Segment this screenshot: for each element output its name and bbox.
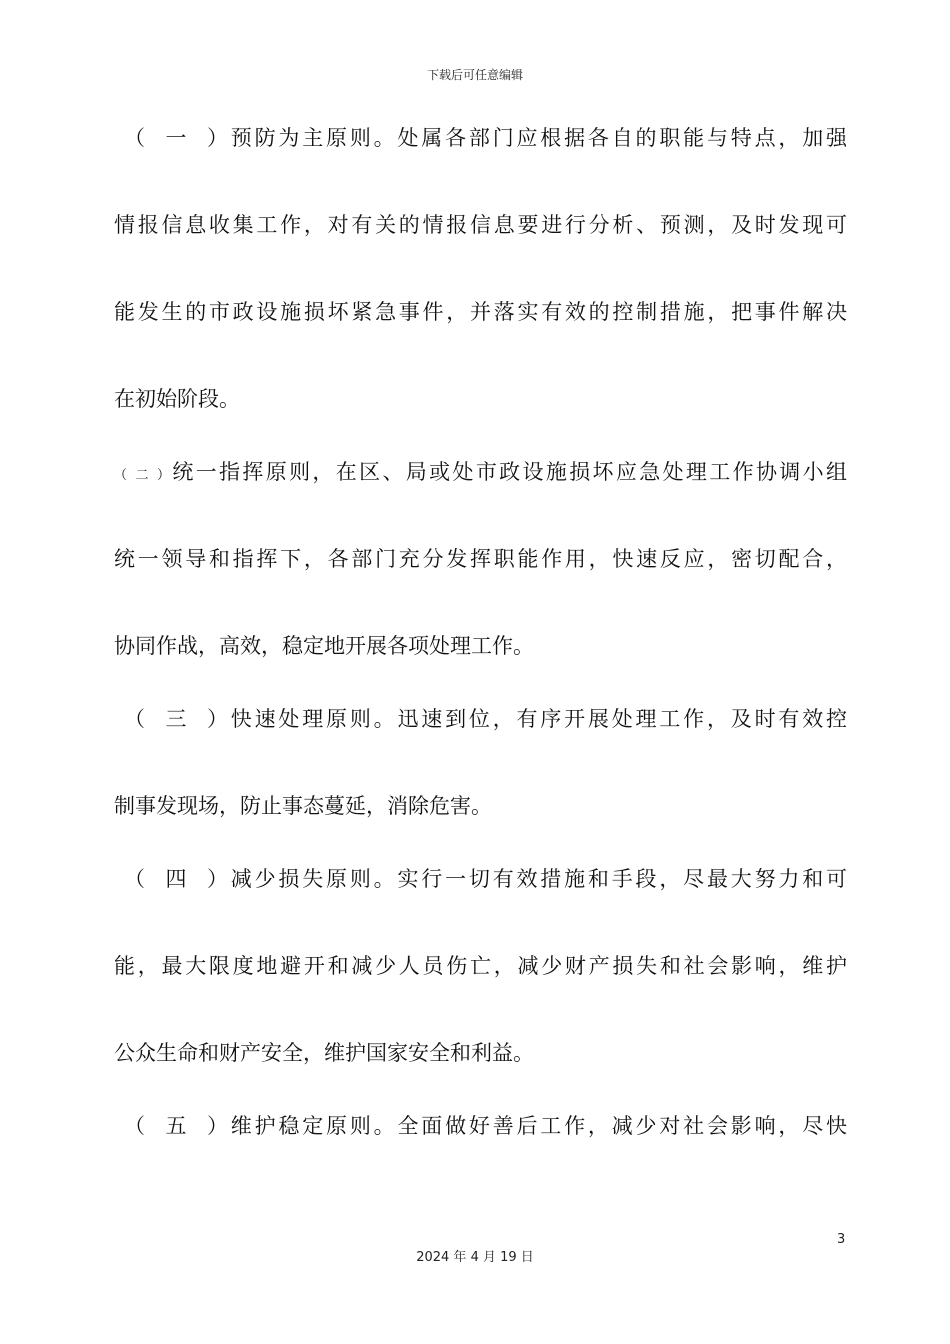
paragraph-2-line-1 [114, 458, 847, 490]
paragraph-2-text-1: 统一指挥原则，在区、局或处市政设施损坏应急处理工作协调小组 [170, 460, 847, 484]
paragraph-3-marker: （三） [124, 707, 228, 731]
paragraph-1-line-1 [114, 124, 847, 152]
paragraph-3-line-1 [114, 705, 847, 733]
paragraph-5-line-1 [114, 1112, 847, 1140]
paragraph-1-text-1: 预防为主原则。处属各部门应根据各自的职能与特点，加强 [228, 126, 847, 150]
footer-date: 2024 年 4 月 19 日 [416, 1250, 534, 1265]
paragraph-2-line-2: 统一领导和指挥下，各部门充分发挥职能作用，快速反应，密切配合， [114, 547, 847, 571]
paragraph-3-text-1: 快速处理原则。迅速到位，有序开展处理工作，及时有效控 [228, 707, 847, 731]
paragraph-1-line-3: 能发生的市政设施损坏紧急事件，并落实有效的控制措施，把事件解决 [114, 300, 847, 324]
page-number: 3 [837, 1232, 846, 1247]
paragraph-5-marker: （五） [124, 1114, 228, 1138]
paragraph-4-line-3: 公众生命和财产安全，维护国家安全和利益。 [114, 1041, 534, 1065]
paragraph-4-text-1: 减少损失原则。实行一切有效措施和手段，尽最大努力和可 [228, 867, 847, 891]
paragraph-5-text-1: 维护稳定原则。全面做好善后工作，减少对社会影响，尽快 [228, 1114, 847, 1138]
paragraph-2-marker: （二） [114, 468, 170, 483]
paragraph-4-marker: （四） [124, 867, 228, 891]
paragraph-1-marker: （一） [124, 126, 228, 150]
paragraph-2-line-3: 协同作战，高效，稳定地开展各项处理工作。 [114, 634, 534, 658]
paragraph-4-line-2: 能，最大限度地避开和减少人员伤亡，减少财产损失和社会影响，维护 [114, 954, 847, 978]
paragraph-1-line-4: 在初始阶段。 [114, 387, 240, 411]
paragraph-1-line-2: 情报信息收集工作，对有关的情报信息要进行分析、预测，及时发现可 [114, 213, 847, 237]
page-header: 下载后可任意编辑 [426, 68, 523, 82]
paragraph-4-line-1 [114, 865, 847, 893]
paragraph-3-line-2: 制事发现场，防止事态蔓延，消除危害。 [114, 794, 492, 818]
